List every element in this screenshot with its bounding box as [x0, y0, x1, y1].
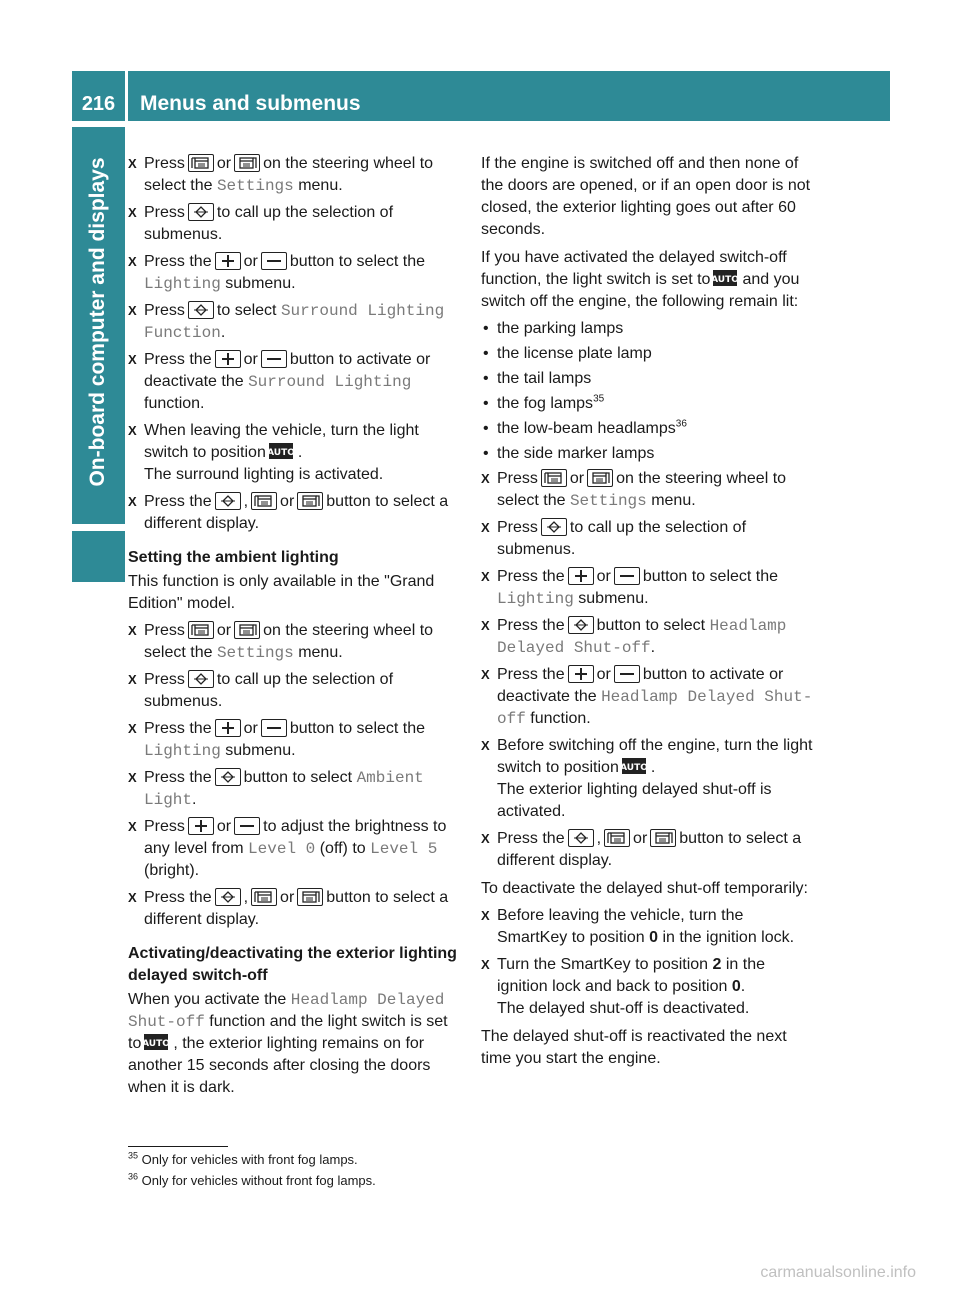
instruction-step: X Before leaving the vehicle, turn the SmartKey to position 0 in the ignition lock. — [481, 905, 816, 949]
instruction-step: X Press or on the steering wheel to select the Settings menu. — [481, 468, 816, 512]
instruction-step: X Press the or button to activate or deactivate the Headlamp Delayed Shut-off function. — [481, 664, 816, 730]
instruction-step: X Press or to adjust the brightness to any level from Level 0 (off) to Level 5 (bright). — [128, 816, 461, 882]
auto-light-position-icon — [144, 1034, 170, 1052]
prev-display-button-icon — [188, 154, 214, 172]
ok-confirm-button-icon — [188, 203, 214, 221]
paragraph: When you activate the Headlamp Delayed Shut-off function and the light switch is set to AUTO , the exterior lighting remains on for another 15 seconds after closing the doors when it is dark. — [128, 991, 448, 1096]
list-item: • the side marker lamps — [481, 443, 816, 465]
instruction-step: X Press to call up the selection of submenus. — [481, 517, 816, 561]
footnote-ref: 36 — [675, 418, 687, 430]
side-tab-marker — [72, 531, 125, 582]
instruction-step: X Before switching off the engine, turn the light switch to position AUTO . The exterior lighting delayed shut-off is activated. — [481, 735, 816, 823]
instruction-step: X Press the button to select Headlamp Delayed Shut-off. — [481, 615, 816, 659]
paragraph: This function is only available in the "Grand Edition" model. — [128, 573, 435, 612]
prev-display-button-icon — [188, 621, 214, 639]
instruction-step: X Turn the SmartKey to position 2 in the ignition lock and back to position 0. The delayed shut-off is deactivated. — [481, 954, 816, 1020]
instruction-step: X Press the or button to select the Lighting submenu. — [128, 718, 461, 762]
auto-light-position-icon — [619, 758, 648, 776]
list-item: • the fog lamps$^{35}$ — [481, 393, 816, 415]
paragraph: To deactivate the delayed shut-off temporarily: — [481, 880, 808, 897]
plus-button-icon — [568, 567, 594, 585]
list-item: • the low-beam headlamps$^{36}$ — [481, 418, 816, 440]
prev-display-button-icon — [604, 829, 630, 847]
prev-display-button-icon — [251, 888, 277, 906]
next-display-button-icon — [234, 154, 260, 172]
ok-confirm-button-icon — [541, 518, 567, 536]
minus-button-icon — [261, 719, 287, 737]
instruction-step: X When leaving the vehicle, turn the light switch to position AUTO . The surround lighting is activated. — [128, 420, 461, 486]
svg-text:AUTO: AUTO — [619, 763, 648, 773]
footnote: $^{36}$ Only for vehicles without front fog lamps. — [128, 1171, 376, 1188]
svg-text:AUTO: AUTO — [711, 275, 740, 285]
paragraph: If the engine is switched off and then none of the doors are opened, or if an open door is not closed, the exterior lighting goes out after 60 seconds. — [481, 155, 811, 238]
svg-text:AUTO: AUTO — [266, 448, 295, 458]
minus-button-icon — [261, 252, 287, 270]
header-divider — [125, 71, 128, 121]
next-display-button-icon — [297, 888, 323, 906]
section-heading: Activating/deactivating the exterior lighting delayed switch-off — [128, 945, 457, 984]
ok-confirm-button-icon — [188, 301, 214, 319]
left-column — [128, 153, 461, 1104]
footnotes — [128, 1146, 828, 1191]
svg-text:AUTO: AUTO — [142, 1039, 171, 1049]
instruction-step: X Press to select Surround Lighting Function. — [128, 300, 461, 344]
list-item: • the parking lamps — [481, 318, 816, 340]
instruction-step: X Press to call up the selection of submenus. — [128, 669, 461, 713]
minus-button-icon — [234, 817, 260, 835]
plus-button-icon — [215, 350, 241, 368]
auto-light-position-icon — [266, 443, 295, 461]
instruction-step: X Press the button to select Ambient Light. — [128, 767, 461, 811]
right-column — [481, 153, 816, 1075]
list-item: • the tail lamps — [481, 368, 816, 390]
paragraph: If you have activated the delayed switch-off function, the light switch is set to AUTO and you switch off the engine, the following remain lit: — [481, 249, 800, 310]
footnote-ref: 35 — [593, 393, 605, 405]
instruction-step: X Press the , or button to select a different display. — [128, 491, 461, 535]
ok-confirm-button-icon — [215, 492, 241, 510]
next-display-button-icon — [650, 829, 676, 847]
footnote-rule — [128, 1146, 228, 1147]
instruction-step: X Press the or button to activate or deactivate the Surround Lighting function. — [128, 349, 461, 415]
page-number: 216 — [81, 93, 116, 115]
ok-confirm-button-icon — [215, 888, 241, 906]
prev-display-button-icon — [541, 469, 567, 487]
page-title: Menus and submenus — [140, 92, 361, 115]
minus-button-icon — [614, 665, 640, 683]
plus-button-icon — [568, 665, 594, 683]
ok-confirm-button-icon — [568, 829, 594, 847]
watermark: carmanualsonline.info — [760, 1264, 916, 1281]
ok-confirm-button-icon — [188, 670, 214, 688]
minus-button-icon — [261, 350, 287, 368]
ok-confirm-button-icon — [215, 768, 241, 786]
next-display-button-icon — [297, 492, 323, 510]
section-side-label: On-board computer and displays — [86, 157, 109, 487]
paragraph: The delayed shut-off is reactivated the next time you start the engine. — [481, 1028, 787, 1067]
prev-display-button-icon — [251, 492, 277, 510]
instruction-step: X Press the or button to select the Lighting submenu. — [128, 251, 461, 295]
section-heading: Setting the ambient lighting — [128, 549, 339, 566]
instruction-step: X Press or on the steering wheel to select the Settings menu. — [128, 153, 461, 197]
instruction-step: X Press to call up the selection of submenus. — [128, 202, 461, 246]
list-item: • the license plate lamp — [481, 343, 816, 365]
next-display-button-icon — [587, 469, 613, 487]
plus-button-icon — [215, 719, 241, 737]
minus-button-icon — [614, 567, 640, 585]
instruction-step: X Press the , or button to select a different display. — [481, 828, 816, 872]
footnote: $^{35}$ Only for vehicles with front fog lamps. — [128, 1150, 358, 1167]
ok-confirm-button-icon — [568, 616, 594, 634]
plus-button-icon — [188, 817, 214, 835]
instruction-step: X Press the or button to select the Lighting submenu. — [481, 566, 816, 610]
auto-light-position-icon — [713, 270, 739, 288]
plus-button-icon — [215, 252, 241, 270]
next-display-button-icon — [234, 621, 260, 639]
instruction-step: X Press the , or button to select a different display. — [128, 887, 461, 931]
instruction-step: X Press or on the steering wheel to select the Settings menu. — [128, 620, 461, 664]
